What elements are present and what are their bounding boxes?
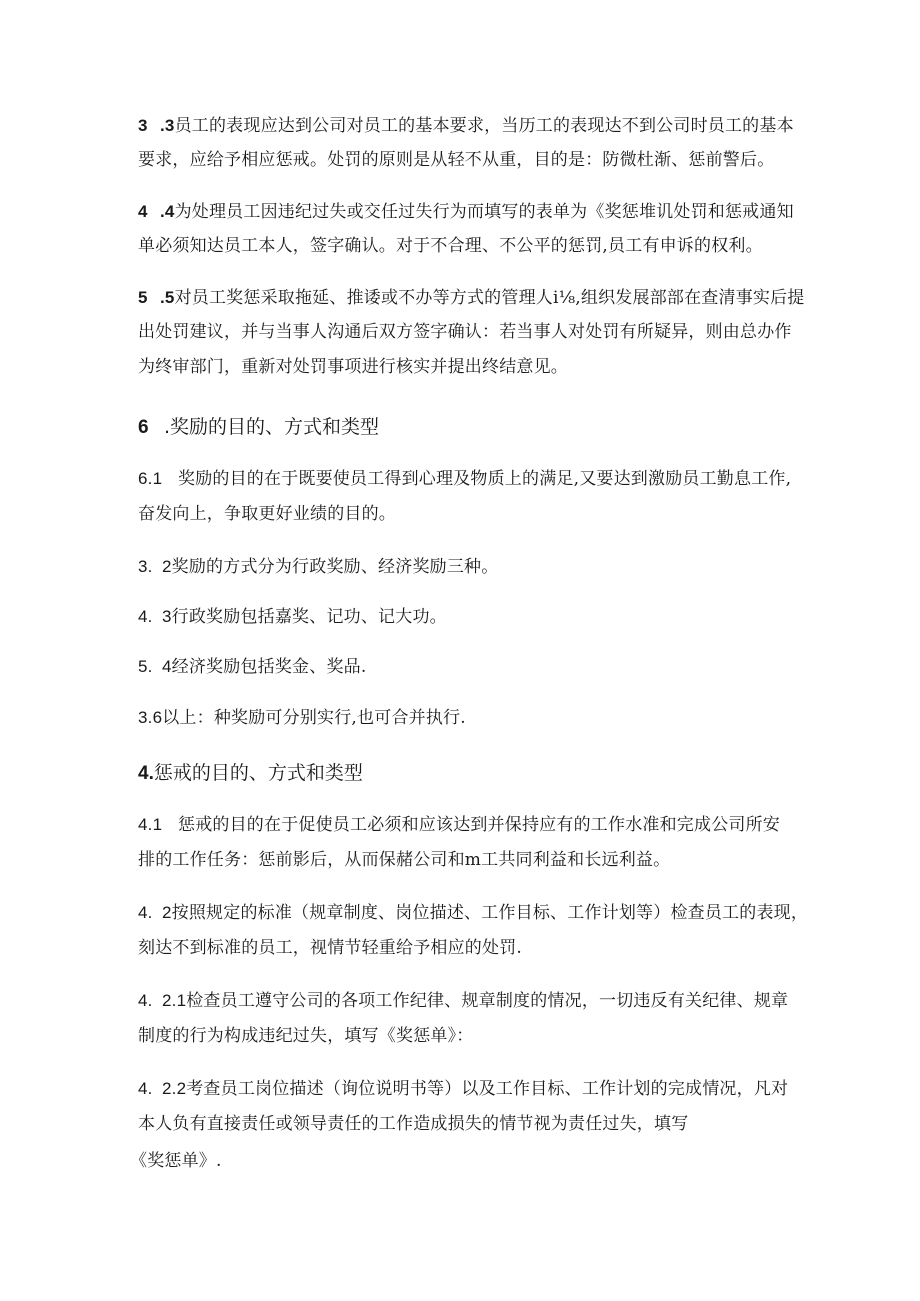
paragraph-subnumber: 2.2 xyxy=(162,1079,187,1098)
paragraph-text: 考查员工岗位描述（询位说明书等）以及工作目标、工作计划的完成情况，凡对 xyxy=(186,1079,789,1099)
paragraph-4-2-2-line-1 xyxy=(138,1078,788,1100)
paragraph-number: 4. xyxy=(138,607,153,626)
paragraph-subnumber: 2.1 xyxy=(162,991,187,1010)
paragraph-6-1-line-2: 奋发向上，争取更好业绩的目的。 xyxy=(138,504,396,524)
paragraph-3-3-line-2: 要求，应给予相应惩戒。处罚的原则是从轻不从重，目的是：防微杜渐、惩前警后。 xyxy=(138,150,775,170)
heading-text: .奖励的目的、方式和类型 xyxy=(164,416,380,438)
paragraph-4-2-2-line-2: 本人负有直接责任或领导责任的工作造成损失的情节视为责任过失，填写 xyxy=(138,1114,689,1134)
paragraph-number: 5. xyxy=(138,657,153,676)
paragraph-subnumber: 3 xyxy=(162,607,172,626)
paragraph-number: 3. xyxy=(138,557,153,576)
paragraph-3-2 xyxy=(138,556,498,578)
paragraph-5-5-line-1 xyxy=(138,287,805,309)
paragraph-4-3 xyxy=(138,606,447,628)
paragraph-4-1-line-1 xyxy=(138,814,780,836)
paragraph-3-6 xyxy=(138,707,466,729)
paragraph-number: 4. xyxy=(138,1079,153,1098)
paragraph-number: 6.1 xyxy=(138,469,163,488)
heading-number: 4. xyxy=(138,763,154,784)
paragraph-5-4 xyxy=(138,656,366,678)
paragraph-text: 按照规定的标准（规章制度、岗位描述、工作目标、工作计划等）检查员工的表现， xyxy=(171,903,809,923)
paragraph-4-4-line-1 xyxy=(138,201,794,223)
paragraph-subnumber: .5 xyxy=(160,288,175,307)
paragraph-text: 奖励的目的在于既要使员工得到心理及物质上的满足,又要达到激励员工勤息工作, xyxy=(178,469,792,489)
paragraph-4-2-1-line-2: 制度的行为构成违纪过失，填写《奖惩单》： xyxy=(138,1026,474,1046)
paragraph-4-1-line-2: 排的工作任务：惩前影后，从而保赭公司和m工共同利益和长远利益。 xyxy=(138,850,671,870)
paragraph-text: 奖励的方式分为行政奖励、经济奖励三种。 xyxy=(171,557,499,577)
paragraph-subnumber: .3 xyxy=(160,116,175,135)
paragraph-4-2-2-line-3: 《奖惩单》. xyxy=(130,1151,222,1171)
section-heading-6 xyxy=(138,415,379,440)
paragraph-number: 3.6 xyxy=(138,708,163,727)
paragraph-text: 对员工奖惩采取拖延、推诿或不办等方式的管理人i⅛,组织发展部部在查清事实后提 xyxy=(174,288,805,308)
paragraph-number: 4 xyxy=(138,202,148,221)
paragraph-4-4-line-2: 单必须知达员工本人，签字确认。对于不合理、不公平的惩罚,员工有申诉的权利。 xyxy=(138,236,763,256)
paragraph-3-3-line-1 xyxy=(138,115,794,137)
paragraph-5-5-line-2: 出处罚建议，并与当事人沟通后双方签字确认：若当事人对处罚有所疑异，则由总办作 xyxy=(138,322,792,342)
paragraph-number: 3 xyxy=(138,116,148,135)
paragraph-subnumber: 2 xyxy=(162,557,172,576)
paragraph-subnumber: .4 xyxy=(160,202,175,221)
heading-text: 惩戒的目的、方式和类型 xyxy=(153,762,363,784)
paragraph-4-2-line-2: 刻达不到标准的员工，视情节轻重给予相应的处罚. xyxy=(138,938,523,958)
paragraph-5-5-line-3: 为终审部门，重新对处罚事项进行核实并提出终结意见。 xyxy=(138,357,568,377)
paragraph-number: 4.1 xyxy=(138,815,163,834)
paragraph-4-2-1-line-1 xyxy=(138,990,788,1012)
section-heading-4 xyxy=(138,761,363,786)
paragraph-text: 行政奖励包括嘉奖、记功、记大功。 xyxy=(171,607,447,627)
heading-number: 6 xyxy=(138,417,149,438)
paragraph-text: 检查员工遵守公司的各项工作纪律、规章制度的情况，一切违反有关纪律、规章 xyxy=(186,991,789,1011)
paragraph-text: 为处理员工因违纪过失或交任过失行为而填写的表单为《奖惩堆讥处罚和惩戒通知 xyxy=(174,202,794,222)
paragraph-4-2-line-1 xyxy=(138,902,808,924)
paragraph-number: 4. xyxy=(138,903,153,922)
paragraph-text: 员工的表现应达到公司对员工的基本要求，当历工的表现达不到公司时员工的基本 xyxy=(174,116,794,136)
paragraph-text: 经济奖励包括奖金、奖品. xyxy=(171,657,367,677)
paragraph-text: 惩戒的目的在于促使员工必须和应该达到并保持应有的工作水准和完成公司所安 xyxy=(178,815,780,835)
paragraph-subnumber: 2 xyxy=(162,903,172,922)
paragraph-text: 以上：种奖励可分别实行,也可合并执行. xyxy=(162,708,466,728)
paragraph-number: 4. xyxy=(138,991,153,1010)
paragraph-number: 5 xyxy=(138,288,148,307)
paragraph-6-1-line-1 xyxy=(138,468,791,490)
paragraph-subnumber: 4 xyxy=(162,657,172,676)
